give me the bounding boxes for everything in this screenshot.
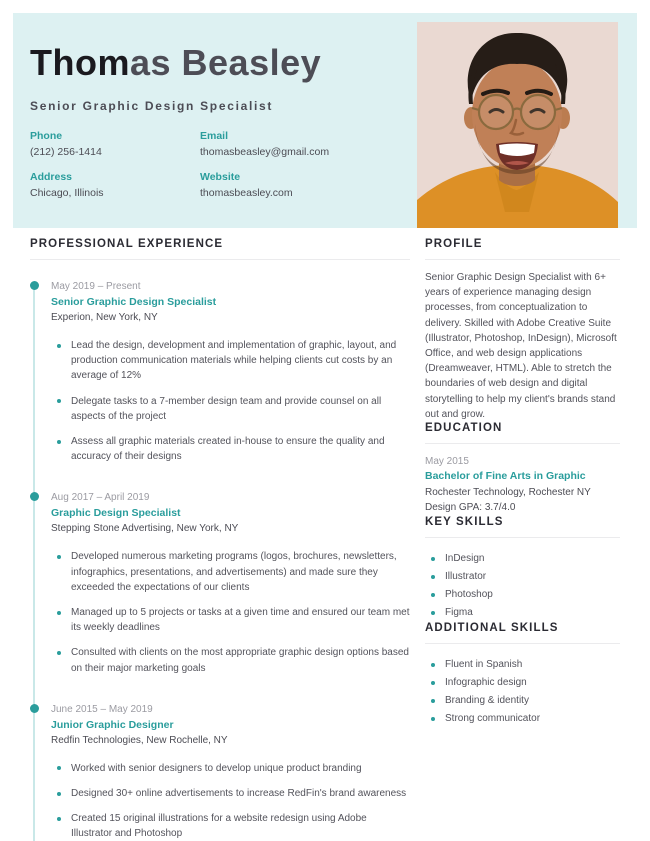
section-heading-key-skills: KEY SKILLS: [425, 515, 504, 528]
job-bullet: Developed numerous marketing programs (logos, brochures, newsletters, infographics, presentations, and advertisements) and made sure they exceeded the expectations of our clients: [51, 549, 410, 595]
resume-body: [30, 238, 620, 841]
section-divider: [425, 537, 620, 538]
profile-summary: Senior Graphic Design Specialist with 6+ years of experience managing design processes, from conceptualization to delivery. Skilled with Adobe Creative Suite (Illustrator, Photoshop, InDesign), Microsoft Office, and web design applications (Dreamweaver, HTML). Able to stretch the boundaries of web design and digital storytelling to help my client's brands stand out and grow.: [425, 272, 617, 420]
timeline-dot: [30, 492, 39, 501]
education-school: Rochester Technology, Rochester NY: [425, 486, 591, 498]
section-heading-additional-skills: ADDITIONAL SKILLS: [425, 621, 559, 634]
additional-skills-list: [425, 656, 620, 728]
job-dates: Aug 2017 – April 2019: [51, 492, 150, 504]
contact-info: [30, 130, 410, 199]
job-bullet-list: [51, 338, 410, 464]
job-bullet-list: [51, 761, 410, 841]
contact-phone-label: Phone: [30, 129, 63, 142]
contact-phone-value: (212) 256-1414: [30, 145, 102, 158]
job-bullet: Created 15 original illustrations for a website redesign using Adobe Illustrator and Photoshop: [51, 811, 410, 841]
timeline-dot: [30, 281, 39, 290]
section-divider: [30, 259, 410, 260]
sidebar-column: [425, 238, 620, 841]
contact-address-value: Chicago, Illinois: [30, 186, 104, 199]
education-dates: May 2015: [425, 456, 469, 468]
section-divider: [425, 443, 620, 444]
contact-address-label: Address: [30, 170, 73, 183]
job-bullet: Worked with senior designers to develop unique product branding: [51, 761, 410, 776]
job-company: Stepping Stone Advertising, New York, NY: [51, 523, 239, 535]
section-heading-profile: PROFILE: [425, 238, 483, 250]
job-dates: June 2015 – May 2019: [51, 703, 153, 715]
job-title: Senior Graphic Design Specialist: [51, 296, 217, 308]
skill-item: InDesign: [425, 550, 620, 568]
job-bullet: Lead the design, development and implementation of graphic, layout, and production communication materials while helping clients cut costs by an average of 12%: [51, 338, 410, 384]
job-company: Redfin Technologies, New Rochelle, NY: [51, 734, 228, 746]
job-bullet: Assess all graphic materials created in-house to ensure the quality and accuracy of their designs: [51, 434, 410, 464]
job-entry-2: [30, 490, 410, 675]
skill-item: Fluent in Spanish: [425, 656, 620, 674]
job-bullet-list: [51, 549, 410, 675]
profile-photo: [417, 22, 618, 228]
candidate-job-title: Senior Graphic Design Specialist: [30, 98, 274, 113]
job-bullet: Designed 30+ online advertisements to increase RedFin's brand awareness: [51, 786, 410, 801]
education-entry: [425, 454, 620, 516]
contact-website: [200, 171, 420, 199]
timeline-dot: [30, 704, 39, 713]
contact-email-label: Email: [200, 129, 229, 142]
header-text-block: [30, 13, 410, 199]
contact-phone: [30, 130, 200, 158]
profile-photo-illustration: [417, 22, 618, 228]
skill-item: Figma: [425, 604, 620, 622]
contact-website-value: thomasbeasley.com: [200, 186, 293, 199]
section-heading-education: EDUCATION: [425, 422, 503, 435]
section-divider: [425, 643, 620, 644]
job-title: Graphic Design Specialist: [51, 507, 181, 520]
resume-header: [13, 13, 637, 228]
experience-column: [30, 238, 410, 841]
candidate-name: [30, 13, 410, 83]
job-bullet: Managed up to 5 projects or tasks at a given time and ensured our team met its weekly deadlines: [51, 605, 410, 635]
skill-item: Illustrator: [425, 568, 620, 586]
experience-timeline: [30, 279, 410, 841]
job-bullet: Delegate tasks to a 7-member design team and provide counsel on all aspects of the project: [51, 394, 410, 424]
contact-website-label: Website: [200, 170, 241, 183]
skill-item: Branding & identity: [425, 692, 620, 710]
job-company: Experion, New York, NY: [51, 312, 158, 323]
skill-item: Photoshop: [425, 586, 620, 604]
job-entry-1: [30, 279, 410, 464]
skill-item: Strong communicator: [425, 710, 620, 728]
candidate-name-secondary: as Beasley: [129, 42, 322, 83]
job-dates: May 2019 – Present: [51, 281, 141, 292]
contact-address: [30, 171, 200, 199]
education-degree: Bachelor of Fine Arts in Graphic: [425, 470, 586, 483]
candidate-name-primary: Thom: [30, 42, 130, 83]
section-divider: [425, 259, 620, 260]
contact-email-value: thomasbeasley@gmail.com: [200, 145, 330, 158]
education-gpa: Design GPA: 3.7/4.0: [425, 502, 516, 514]
skill-item: Infographic design: [425, 674, 620, 692]
job-entry-3: [30, 702, 410, 841]
key-skills-list: [425, 550, 620, 622]
contact-email: [200, 130, 420, 158]
job-bullet: Consulted with clients on the most appropriate graphic design options based on their major marketing goals: [51, 645, 410, 675]
job-title: Junior Graphic Designer: [51, 718, 174, 731]
section-heading-experience: PROFESSIONAL EXPERIENCE: [30, 238, 224, 250]
